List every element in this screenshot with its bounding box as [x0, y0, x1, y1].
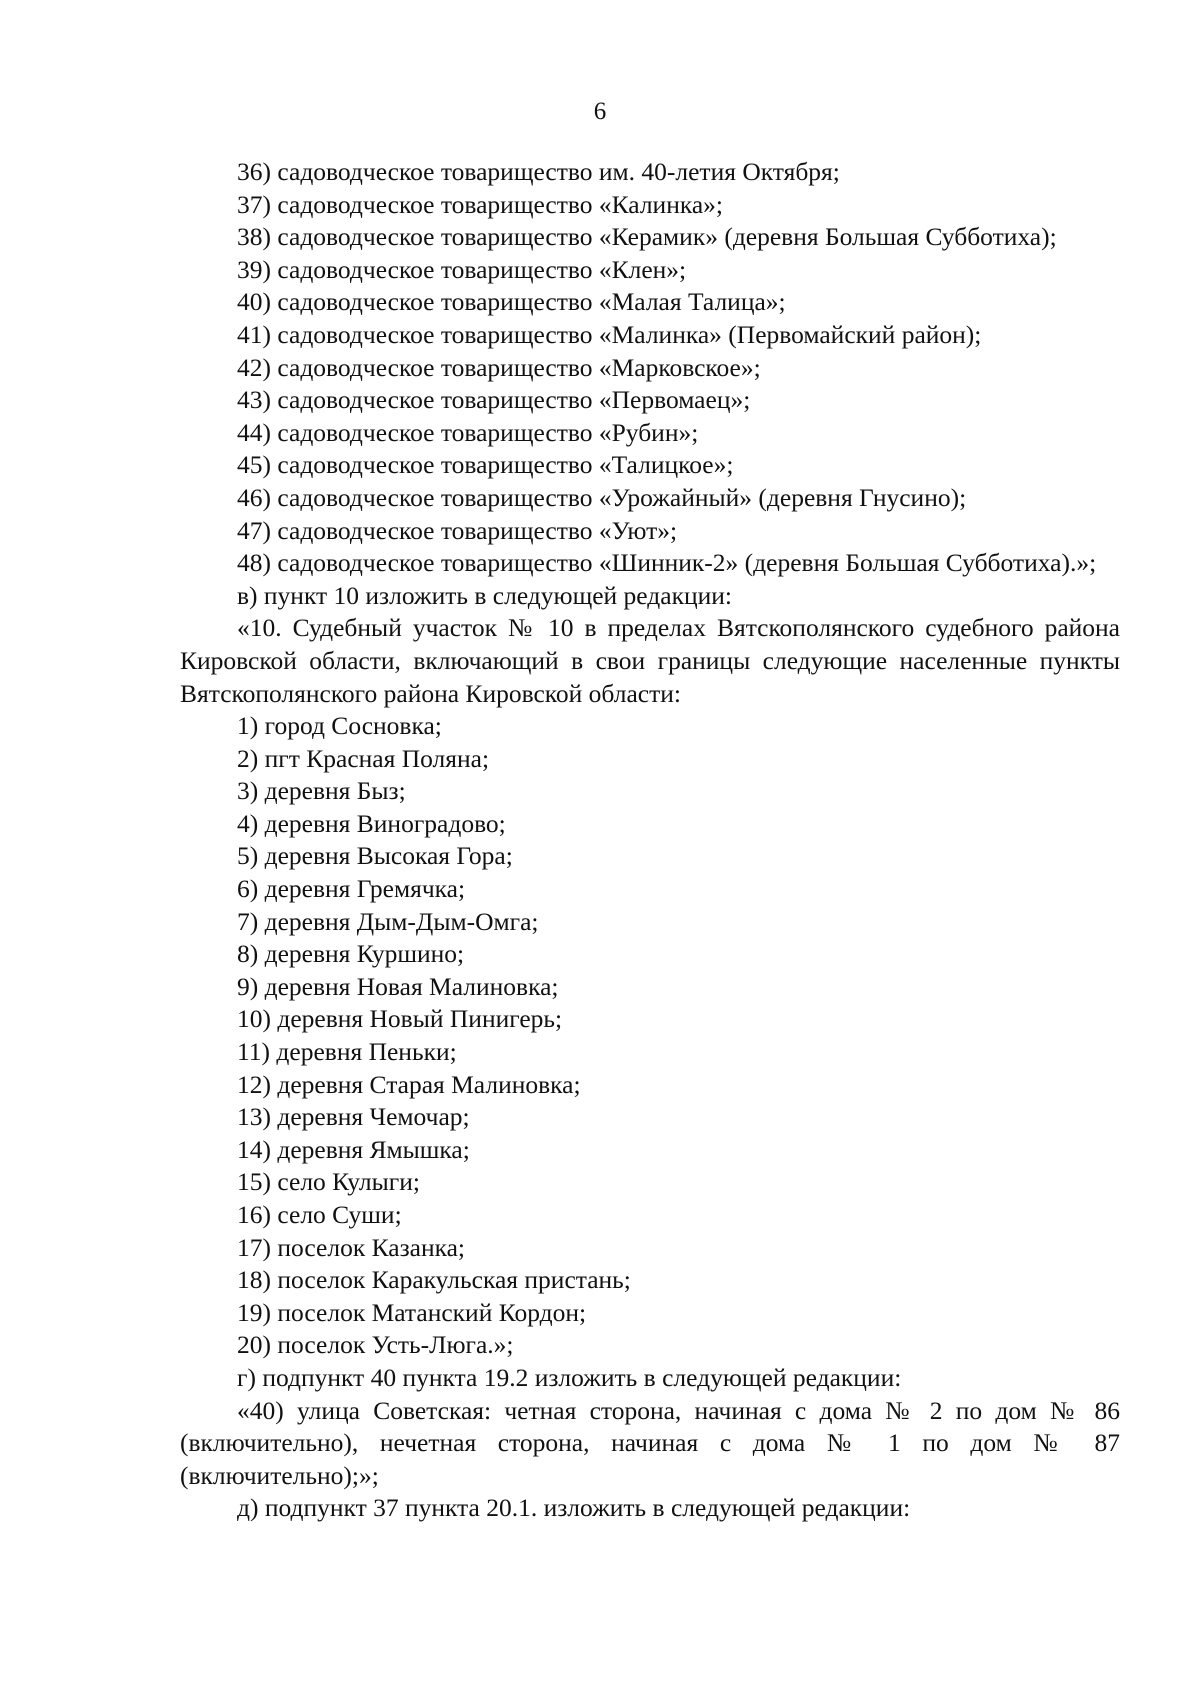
- list-item: 16) село Суши;: [237, 1200, 402, 1229]
- list-item: 44) садоводческое товарищество «Рубин»;: [237, 417, 699, 447]
- list-item: 12) деревня Старая Малиновка;: [237, 1069, 581, 1099]
- list-item: 2) пгт Красная Поляна;: [237, 743, 490, 773]
- list-item: 3) деревня Быз;: [237, 776, 406, 806]
- list-item: 4) деревня Виноградово;: [237, 808, 506, 838]
- document-body: [180, 156, 1120, 1525]
- paragraph: г) подпункт 40 пункта 19.2 изложить в следующей редакции:: [237, 1362, 902, 1392]
- list-item: 9) деревня Новая Малиновка;: [237, 971, 559, 1001]
- list-item: 8) деревня Куршино;: [237, 939, 465, 969]
- list-item: 6) деревня Гремячка;: [237, 874, 466, 904]
- list-item: 42) садоводческое товарищество «Марковское»;: [237, 352, 761, 382]
- list-item: 36) садоводческое товарищество им. 40-летия Октября;: [237, 157, 840, 186]
- paragraph: в) пункт 10 изложить в следующей редакции:: [237, 580, 732, 610]
- list-item: 17) поселок Казанка;: [237, 1232, 466, 1262]
- list-item: 45) садоводческое товарищество «Талицкое»;: [237, 450, 734, 480]
- list-item: 18) поселок Каракульская пристань;: [237, 1265, 631, 1295]
- list-item: 46) садоводческое товарищество «Урожайный» (деревня Гнусино);: [237, 482, 967, 512]
- list-item: 41) садоводческое товарищество «Малинка» (Первомайский район);: [237, 319, 982, 349]
- list-item: 1) город Сосновка;: [237, 711, 442, 741]
- list-item: 39) садоводческое товарищество «Клен»;: [237, 254, 687, 284]
- paragraph: д) подпункт 37 пункта 20.1. изложить в следующей редакции:: [237, 1493, 911, 1523]
- list-item: 38) садоводческое товарищество «Керамик» (деревня Большая Субботиха);: [237, 222, 1057, 252]
- list-item: 15) село Кулыги;: [237, 1167, 420, 1197]
- list-item: 19) поселок Матанский Кордон;: [237, 1297, 587, 1327]
- list-item: 43) садоводческое товарищество «Первомаец»;: [237, 385, 751, 415]
- list-item: 5) деревня Высокая Гора;: [237, 841, 513, 871]
- list-item: 13) деревня Чемочар;: [237, 1102, 470, 1132]
- list-item: 40) садоводческое товарищество «Малая Талица»;: [237, 287, 786, 317]
- list-item: 20) поселок Усть-Люга.»;: [237, 1330, 514, 1360]
- list-item: 14) деревня Ямышка;: [237, 1134, 470, 1164]
- list-item: 48) садоводческое товарищество «Шинник-2» (деревня Большая Субботиха).»;: [237, 548, 1097, 578]
- page-number: 6: [593, 98, 607, 125]
- list-item: 7) деревня Дым-Дым-Омга;: [237, 906, 539, 936]
- paragraph: «40) улица Советская: четная сторона, начиная с дома № 2 по дом № 86 (включительно), нечетная сторона, начиная с дома № 1 по дом № 87 (включительно);»;: [180, 1395, 1120, 1490]
- list-item: 11) деревня Пеньки;: [237, 1037, 457, 1067]
- list-item: 10) деревня Новый Пинигерь;: [237, 1004, 563, 1034]
- paragraph: «10. Судебный участок № 10 в пределах Вятскополянского судебного района Кировской области, включающий в свои границы следующие населенные пункты Вятскополянского района Кировской области:: [180, 613, 1120, 708]
- list-item: 47) садоводческое товарищество «Уют»;: [237, 515, 678, 545]
- list-item: 37) садоводческое товарищество «Калинка»;: [237, 189, 723, 219]
